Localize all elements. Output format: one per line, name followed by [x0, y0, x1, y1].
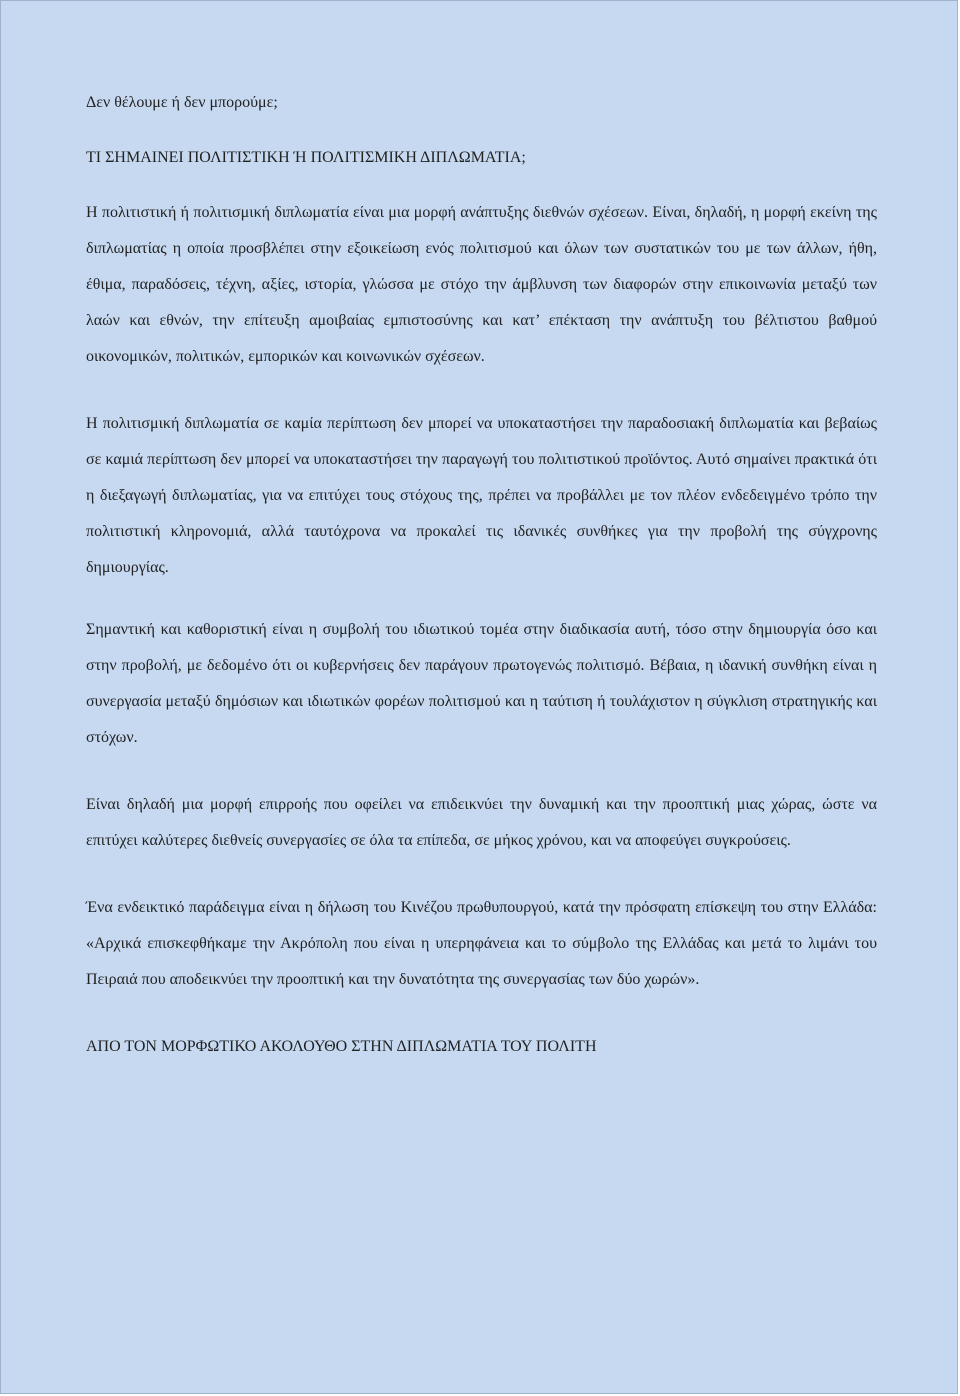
- paragraph-traditional-diplomacy: Η πολιτισμική διπλωματία σε καμία περίπτωση δεν μπορεί να υποκαταστήσει την παραδοσιακή διπλωματία και βεβαίως σε καμιά περίπτωση δεν μπορεί να υποκαταστήσει την παραγωγή του πολιτιστικού προϊόντος. Αυτό σημαίνει πρακτικά ότι η διεξαγωγή διπλωματίας, για να επιτύχει τους στόχους της, πρέπει να προβάλλει με τον πλέον ενδεδειγμένο τρόπο την πολιτιστική κληρονομιά, αλλά ταυτόχρονα να προκαλεί τις ιδανικές συνθήκες για την προβολή της σύγχρονης δημιουργίας.: [86, 415, 877, 576]
- section-heading-citizen-diplomacy: ΑΠΟ ΤΟΝ ΜΟΡΦΩΤΙΚΟ ΑΚΟΛΟΥΘΟ ΣΤΗΝ ΔΙΠΛΩΜΑΤΙΑ ΤΟΥ ΠΟΛΙΤΗ: [86, 1038, 597, 1055]
- intro-question: Δεν θέλουμε ή δεν μπορούμε;: [86, 94, 278, 111]
- paragraph-definition: Η πολιτιστική ή πολιτισμική διπλωματία είναι μια μορφή ανάπτυξης διεθνών σχέσεων. Είναι, δηλαδή, η μορφή εκείνη της διπλωματίας η οποία προσβλέπει στην εξοικείωση ενός πολιτισμού και όλων των συστατικών του με των άλλων, ήθη, έθιμα, παραδόσεις, τέχνη, αξίες, ιστορία, γλώσσα με στόχο την άμβλυνση των διαφορών στην επικοινωνία μεταξύ των λαών και εθνών, την επίτευξη αμοιβαίας εμπιστοσύνης και κατ’ επέκταση την ανάπτυξη του βέλτιστου βαθμού οικονομικών, πολιτικών, εμπορικών και κοινωνικών σχέσεων.: [86, 204, 877, 365]
- document-body: [86, 85, 877, 1065]
- paragraph-private-sector: Σημαντική και καθοριστική είναι η συμβολή του ιδιωτικού τομέα στην διαδικασία αυτή, τόσο στην δημιουργία όσο και στην προβολή, με δεδομένο ότι οι κυβερνήσεις δεν παράγουν πρωτογενώς πολιτισμό. Βέβαια, η ιδανική συνθήκη είναι η συνεργασία μεταξύ δημόσιων και ιδιωτικών φορέων πολιτισμού και η ταύτιση ή τουλάχιστον η σύγκλιση στρατηγικής και στόχων.: [86, 621, 877, 746]
- section-heading-cultural-diplomacy: ΤΙ ΣΗΜΑΙΝΕΙ ΠΟΛΙΤΙΣΤΙΚΗ Ή ΠΟΛΙΤΙΣΜΙΚΗ ΔΙΠΛΩΜΑΤΙΑ;: [86, 149, 526, 166]
- paragraph-influence: Είναι δηλαδή μια μορφή επιρροής που οφείλει να επιδεικνύει την δυναμική και την προοπτική μιας χώρας, ώστε να επιτύχει καλύτερες διεθνείς συνεργασίες σε όλα τα επίπεδα, σε μήκος χρόνου, και να αποφεύγει συγκρούσεις.: [86, 796, 877, 849]
- paragraph-example: Ένα ενδεικτικό παράδειγμα είναι η δήλωση του Κινέζου πρωθυπουργού, κατά την πρόσφατη επίσκεψη του στην Ελλάδα: «Αρχικά επισκεφθήκαμε την Ακρόπολη που είναι η υπερηφάνεια και το σύμβολο της Ελλάδας και μετά το λιμάνι του Πειραιά που αποδεικνύει την προοπτική και την δυνατότητα της συνεργασίας των δύο χωρών».: [86, 899, 877, 988]
